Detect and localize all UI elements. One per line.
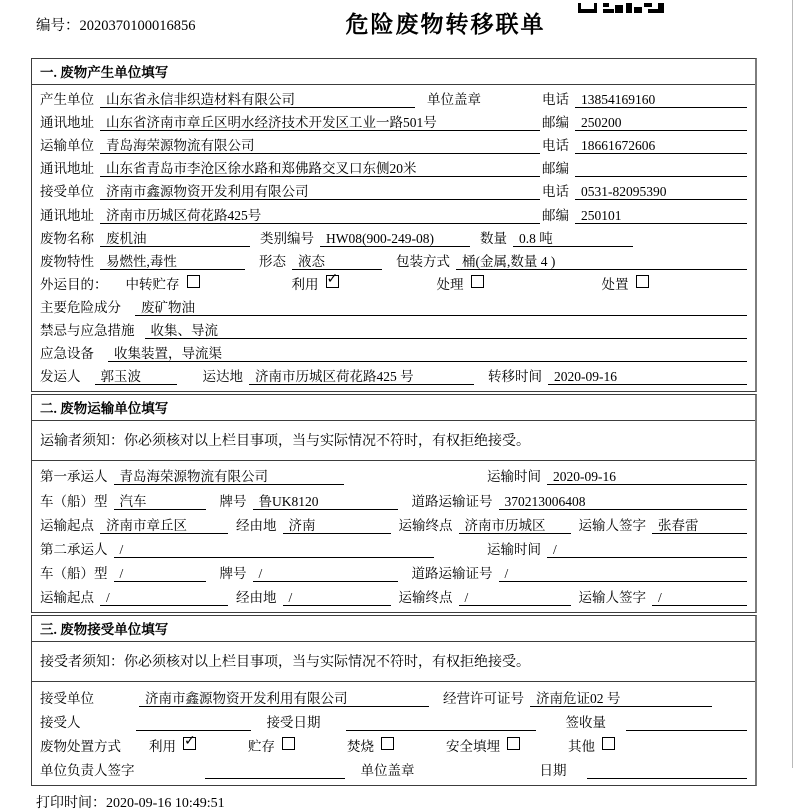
transporter-notice-text: 你必须核对以上栏目事项，当与实际情况不符时，有权拒绝接受。: [124, 434, 530, 450]
print-time: [36, 792, 796, 812]
disposal-burn-checkbox: [381, 737, 394, 750]
row-producer-address: [32, 110, 755, 133]
section-producer: [31, 58, 757, 392]
road-license2-label: 道路运输证号: [411, 566, 493, 582]
vehicle2-value: /: [114, 565, 206, 582]
waste-name-label: 废物名称: [40, 230, 94, 246]
carrier2-label: 第二承运人: [40, 541, 108, 557]
transporter-label: 运输单位: [40, 138, 94, 154]
section-transporter-header: 二. 废物运输单位填写: [32, 395, 755, 421]
phone2-label: 电话: [542, 138, 569, 154]
disposal-other-label: 其他: [568, 738, 595, 754]
sign1-label: 运输人签字: [578, 517, 646, 533]
serial-value: 2020370100016856: [79, 18, 196, 34]
row-transfer-purpose: [32, 272, 755, 295]
form-value: 液态: [292, 253, 382, 270]
origin2-value: /: [100, 589, 228, 606]
disposal-option-use: [149, 735, 196, 755]
destination-value: 济南市历城区荷花路425 号: [249, 368, 474, 385]
plate2-value: /: [253, 565, 398, 582]
purpose-treat-label: 处理: [436, 276, 464, 292]
via1-label: 经由地: [236, 517, 277, 533]
disposal-option-burn: [347, 735, 394, 755]
date2-label: 日期: [539, 763, 567, 779]
end2-label: 运输终点: [398, 590, 453, 606]
purpose-option-dispose: [602, 273, 649, 293]
disposal-landfill-label: 安全填埋: [446, 738, 500, 754]
row-producer: [32, 87, 755, 110]
packing-label: 包装方式: [396, 253, 450, 269]
receiver-label: 接受单位: [40, 184, 94, 200]
addr1-label: 通讯地址: [40, 115, 94, 131]
phone3-value: 0531-82095390: [575, 183, 747, 200]
purpose-option-storage: [126, 273, 200, 293]
date2-value: [587, 762, 748, 779]
phone2-value: 18661672606: [575, 137, 747, 154]
hazard-value: 废矿物油: [135, 299, 747, 316]
vehicle2-label: 车（船）型: [40, 566, 108, 582]
carrier2-value: /: [114, 541, 434, 558]
phone3-label: 电话: [542, 184, 569, 200]
category-value: HW08(900-249-08): [320, 230, 470, 247]
purpose-dispose-label: 处置: [601, 276, 629, 292]
transporter-notice: [32, 421, 755, 461]
row-receive-unit: [32, 684, 755, 708]
producer-unit-label: 产生单位: [40, 92, 94, 108]
unit-seal-label: 单位盖章: [427, 92, 481, 108]
row-transporter-address: [32, 156, 755, 179]
received-amount-label: 签收量: [565, 714, 606, 730]
purpose-dispose-checkbox: [636, 275, 649, 288]
page-title: 危险废物转移联单: [345, 12, 546, 37]
character-label: 废物特性: [40, 253, 94, 269]
disposal-use-checkbox: [183, 737, 196, 750]
section-producer-header: 一. 废物产生单位填写: [32, 59, 755, 85]
head-sign-label: 单位负责人签字: [40, 763, 135, 779]
disposal-option-storage: [248, 735, 295, 755]
purpose-storage-checkbox: [187, 275, 200, 288]
receive-unit-value: 济南市鑫源物资开发利用有限公司: [139, 690, 429, 707]
transfer-time-label: 转移时间: [488, 369, 542, 385]
print-time-value: 2020-09-16 10:49:51: [106, 796, 225, 812]
row-waste-character: [32, 249, 755, 272]
addr2-label: 通讯地址: [40, 161, 94, 177]
purpose-option-treat: [437, 273, 484, 293]
purpose-use-checkbox: [326, 275, 339, 288]
hazard-label: 主要危险成分: [40, 299, 121, 315]
serial-number: [36, 14, 196, 35]
sign2-value: /: [652, 589, 747, 606]
receiver-notice: [32, 642, 755, 682]
quantity-value: 0.8 吨: [513, 230, 633, 247]
section-receiver: [31, 615, 757, 786]
zip1-value: 250200: [575, 114, 747, 131]
transfer-time-value: 2020-09-16: [548, 368, 747, 385]
row-hazard-component: [32, 295, 755, 318]
row-receive-person: [32, 709, 755, 733]
document-header: [0, 0, 796, 58]
origin2-label: 运输起点: [40, 590, 94, 606]
row-head-signature: [32, 757, 755, 781]
shipper-label: 发运人: [40, 369, 81, 385]
addr3-value: 济南市历城区荷花路425号: [100, 207, 540, 224]
category-label: 类别编号: [260, 230, 314, 246]
received-amount-value: [626, 714, 747, 731]
row-carrier2: [32, 536, 755, 560]
taboo-label: 禁忌与应急措施: [40, 323, 135, 339]
receive-person-value: [136, 714, 251, 731]
receiver-notice-label: 接受者须知：: [40, 655, 124, 671]
receiver-notice-text: 你必须核对以上栏目事项，当与实际情况不符时，有权拒绝接受。: [124, 655, 530, 671]
transporter-value: 青岛海荣源物流有限公司: [100, 137, 540, 154]
packing-value: 桶(金属,数量 4 ): [456, 253, 747, 270]
zip2-label: 邮编: [542, 161, 569, 177]
row-disposal-method: [32, 733, 755, 757]
carrier1-value: 青岛海荣源物流有限公司: [114, 468, 344, 485]
carrier1-label: 第一承运人: [40, 469, 108, 485]
receive-person-label: 接受人: [40, 714, 81, 730]
end2-value: /: [459, 589, 571, 606]
zip2-value: [575, 160, 747, 177]
disposal-burn-label: 焚烧: [347, 738, 374, 754]
disposal-option-landfill: [446, 735, 520, 755]
zip1-label: 邮编: [542, 115, 569, 131]
purpose-label: 外运目的：: [40, 276, 108, 292]
row-route1: [32, 512, 755, 536]
unit-seal2-label: 单位盖章: [360, 763, 415, 779]
disposal-label: 废物处置方式: [40, 738, 121, 754]
transport-time2-value: /: [547, 541, 747, 558]
addr1-value: 山东省济南市章丘区明水经济技术开发区工业一路501号: [100, 114, 540, 131]
permit-label: 经营许可证号: [443, 690, 524, 706]
row-transporter: [32, 133, 755, 156]
purpose-treat-checkbox: [471, 275, 484, 288]
purpose-use-label: 利用: [291, 276, 319, 292]
via2-value: /: [283, 589, 391, 606]
section-transporter: [31, 394, 757, 613]
transport-time1-label: 运输时间: [487, 469, 541, 485]
row-vehicle2: [32, 560, 755, 584]
transport-time2-label: 运输时间: [487, 541, 541, 557]
phone1-value: 13854169160: [575, 91, 747, 108]
disposal-other-checkbox: [602, 737, 615, 750]
quantity-label: 数量: [480, 230, 507, 246]
sign2-label: 运输人签字: [578, 590, 646, 606]
purpose-option-use: [292, 273, 339, 293]
transport-time1-value: 2020-09-16: [547, 468, 747, 485]
head-sign-value: [205, 762, 345, 779]
character-value: 易燃性,毒性: [100, 253, 245, 270]
row-receiver: [32, 179, 755, 202]
disposal-storage-checkbox: [282, 737, 295, 750]
addr3-label: 通讯地址: [40, 207, 94, 223]
receive-date-label: 接受日期: [266, 714, 321, 730]
row-vehicle1: [32, 487, 755, 511]
equipment-label: 应急设备: [40, 346, 94, 362]
zip3-label: 邮编: [542, 207, 569, 223]
end1-label: 运输终点: [398, 517, 453, 533]
permit-value: 济南危证02 号: [530, 690, 712, 707]
disposal-option-other: [568, 735, 615, 755]
disposal-use-label: 利用: [149, 738, 176, 754]
row-receiver-address: [32, 202, 755, 225]
page-edge-divider: [792, 0, 793, 768]
form-label: 形态: [259, 253, 286, 269]
disposal-storage-label: 贮存: [248, 738, 275, 754]
disposal-landfill-checkbox: [507, 737, 520, 750]
shipper-value: 郭玉波: [95, 368, 177, 385]
purpose-storage-label: 中转贮存: [125, 276, 180, 292]
row-shipper: [32, 364, 755, 387]
row-emergency-equipment: [32, 341, 755, 364]
end1-value: 济南市历城区: [459, 517, 571, 534]
receiver-value: 济南市鑫源物资开发利用有限公司: [100, 183, 540, 200]
zip3-value: 250101: [575, 207, 747, 224]
producer-unit-value: 山东省永信非织造材料有限公司: [100, 91, 415, 108]
sign1-value: 张春雷: [652, 517, 747, 534]
road-license1-value: 370213006408: [499, 493, 748, 510]
vehicle1-value: 汽车: [114, 493, 206, 510]
row-route2: [32, 584, 755, 608]
section-receiver-header: 三. 废物接受单位填写: [32, 616, 755, 642]
road-license1-label: 道路运输证号: [411, 493, 493, 509]
via2-label: 经由地: [236, 590, 277, 606]
receive-date-value: [346, 714, 536, 731]
transporter-notice-label: 运输者须知：: [40, 434, 124, 450]
origin1-value: 济南市章丘区: [100, 517, 228, 534]
row-carrier1: [32, 463, 755, 487]
plate1-label: 牌号: [219, 493, 247, 509]
equipment-value: 收集装置，导流渠: [108, 345, 747, 362]
via1-value: 济南: [283, 517, 391, 534]
waste-name-value: 废机油: [100, 230, 250, 247]
print-time-label: 打印时间：: [36, 796, 106, 812]
receive-unit-label: 接受单位: [40, 690, 94, 706]
origin1-label: 运输起点: [40, 517, 94, 533]
row-waste-name: [32, 226, 755, 249]
plate1-value: 鲁UK8120: [253, 493, 398, 510]
vehicle1-label: 车（船）型: [40, 493, 108, 509]
row-taboo-measures: [32, 318, 755, 341]
destination-label: 运达地: [202, 369, 243, 385]
road-license2-value: /: [499, 565, 748, 582]
addr2-value: 山东省青岛市李沧区徐水路和郑佛路交叉口东侧20米: [100, 160, 540, 177]
taboo-value: 收集、导流: [145, 322, 748, 339]
phone1-label: 电话: [542, 92, 569, 108]
serial-label: 编号：: [36, 18, 80, 34]
plate2-label: 牌号: [219, 566, 247, 582]
